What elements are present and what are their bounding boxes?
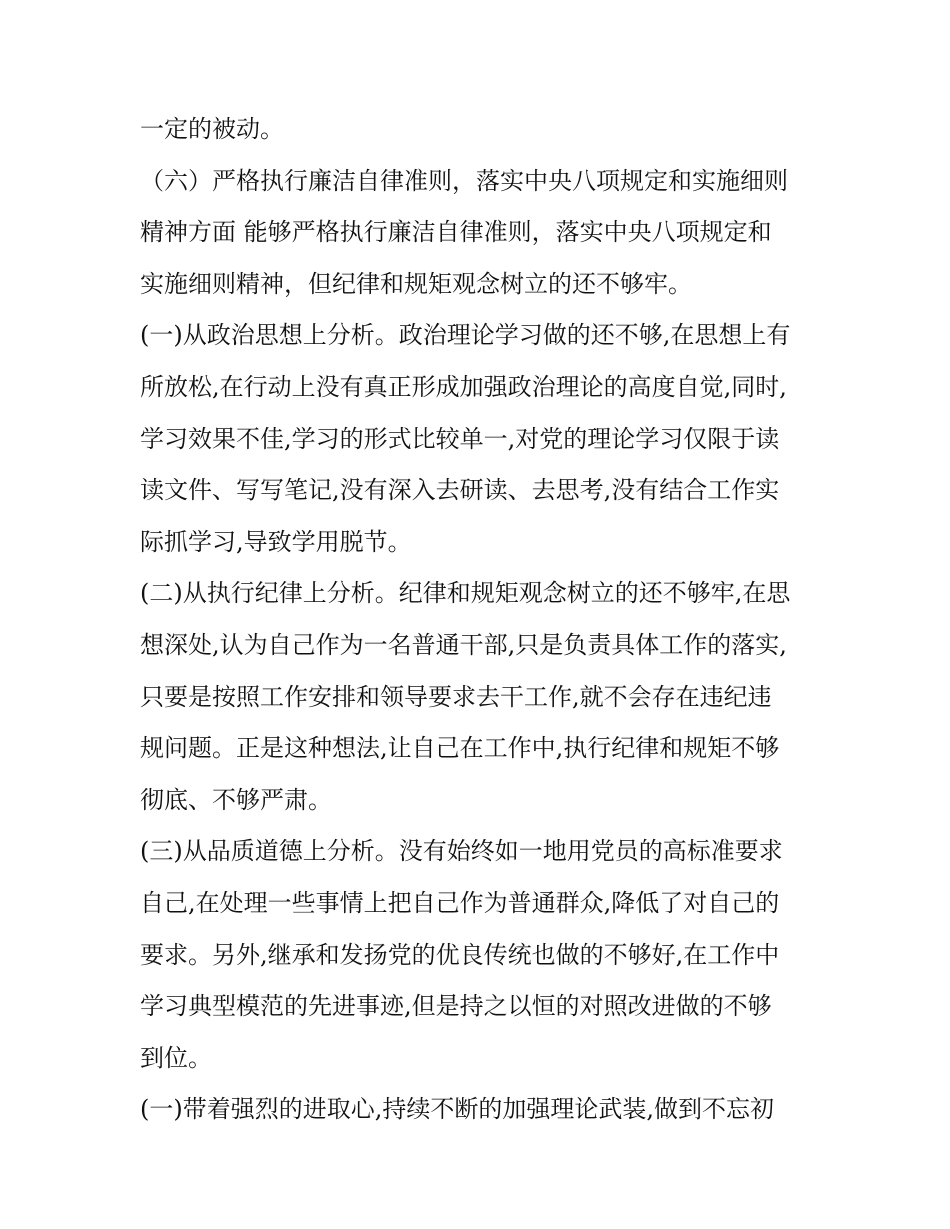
text-line: 要求。另外,继承和发扬党的优良传统也做的不够好,在工作中 bbox=[140, 940, 780, 969]
paragraph-political-thought: (一)从政治思想上分析。政治理论学习做的还不够,在思想上有 bbox=[140, 321, 791, 350]
text-line: 到位。 bbox=[140, 1043, 212, 1072]
text-line: 学习效果不佳,学习的形式比较单一,对党的理论学习仅限于读 bbox=[140, 424, 780, 453]
text-line: 所放松,在行动上没有真正形成加强政治理论的高度自觉,同时, bbox=[140, 372, 787, 401]
paragraph-measures-one: (一)带着强烈的进取心,持续不断的加强理论武装,做到不忘初 bbox=[140, 1095, 774, 1124]
text-line: 自己,在处理一些事情上把自己作为普通群众,降低了对自己的 bbox=[140, 888, 780, 917]
text-line: 际抓学习,导致学用脱节。 bbox=[140, 527, 412, 556]
text-line: 规问题。正是这种想法,让自己在工作中,执行纪律和规矩不够 bbox=[140, 734, 780, 763]
text-line: 实施细则精神，但纪律和规矩观念树立的还不够牢。 bbox=[140, 269, 692, 298]
text-line: 精神方面 能够严格执行廉洁自律准则，落实中央八项规定和 bbox=[140, 218, 772, 247]
text-line: 只要是按照工作安排和领导要求去干工作,就不会存在违纪违 bbox=[140, 682, 772, 711]
paragraph-discipline: (二)从执行纪律上分析。纪律和规矩观念树立的还不够牢,在思 bbox=[140, 579, 791, 608]
text-line: 想深处,认为自己作为一名普通干部,只是负责具体工作的落实, bbox=[140, 630, 787, 659]
text-line: 彻底、不够严肃。 bbox=[140, 785, 332, 814]
section-heading-six: （六）严格执行廉洁自律准则，落实中央八项规定和实施细则 bbox=[140, 166, 788, 195]
text-line: 一定的被动。 bbox=[140, 115, 284, 143]
text-line: 读文件、写写笔记,没有深入去研读、去思考,没有结合工作实 bbox=[140, 476, 780, 505]
paragraph-moral-quality: (三)从品质道德上分析。没有始终如一地用党员的高标准要求 bbox=[140, 837, 783, 866]
text-line: 学习典型模范的先进事迹,但是持之以恒的对照改进做的不够 bbox=[140, 992, 772, 1021]
document-body bbox=[140, 104, 820, 1136]
